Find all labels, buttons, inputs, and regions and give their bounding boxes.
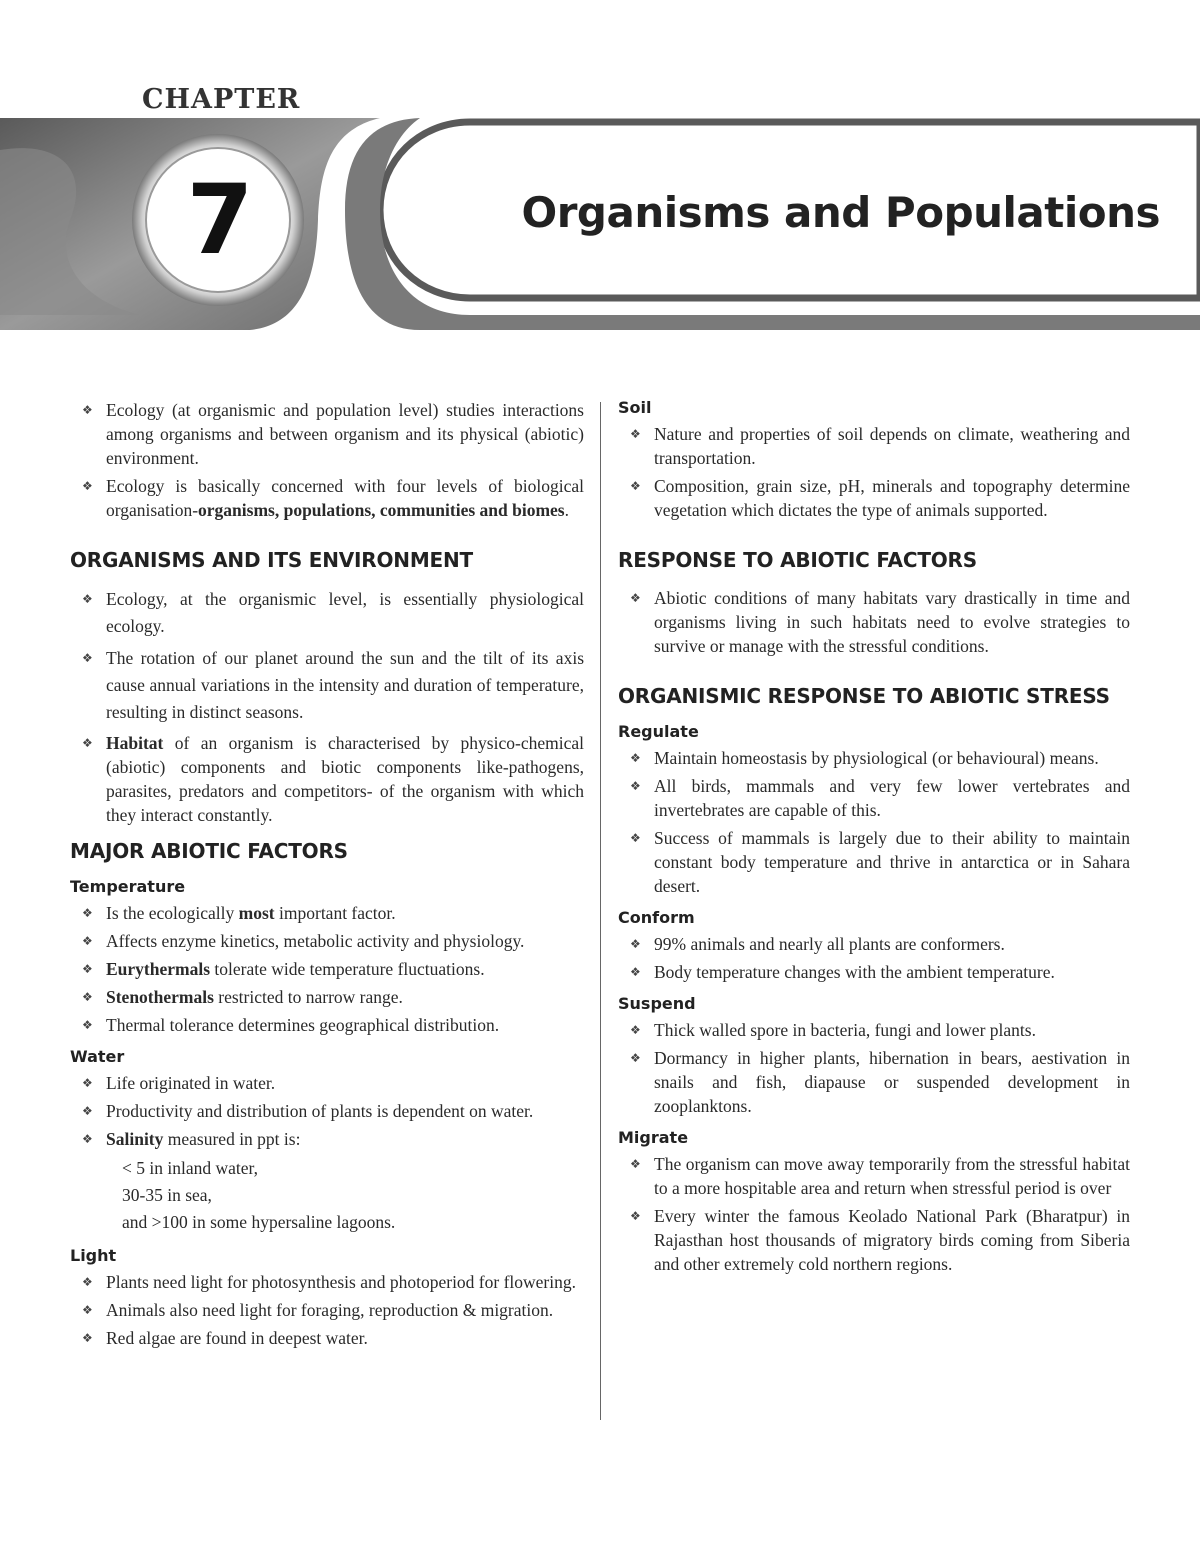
chapter-label: CHAPTER bbox=[142, 84, 301, 115]
list-item: ❖ Is the ecologically most important factor. bbox=[82, 903, 396, 923]
bullet-icon: ❖ bbox=[82, 906, 93, 920]
left-column bbox=[70, 398, 584, 1354]
bullet-icon: ❖ bbox=[82, 1275, 93, 1289]
list-item: ❖ Thick walled spore in bacteria, fungi and lower plants. bbox=[630, 1020, 1036, 1040]
list-item: ❖ Maintain homeostasis by physiological (or behavioural) means. bbox=[630, 748, 1099, 768]
light-list bbox=[70, 1270, 584, 1350]
suspend-list bbox=[618, 1018, 1130, 1118]
subsection-heading: Temperature bbox=[70, 877, 186, 896]
subsection-heading: Conform bbox=[618, 908, 695, 927]
regulate-list bbox=[618, 746, 1130, 898]
salinity-line: 30-35 in sea, bbox=[122, 1185, 212, 1205]
list-item: ❖ Affects enzyme kinetics, metabolic activity and physiology. bbox=[82, 931, 525, 951]
bullet-icon: ❖ bbox=[630, 479, 641, 493]
bullet-icon: ❖ bbox=[630, 831, 641, 845]
chapter-number: 7 bbox=[186, 164, 254, 276]
bullet-icon: ❖ bbox=[82, 736, 93, 750]
conform-list bbox=[618, 932, 1130, 984]
right-column bbox=[618, 398, 1130, 1280]
section-heading: RESPONSE TO ABIOTIC FACTORS bbox=[618, 548, 977, 572]
bullet-icon: ❖ bbox=[82, 1303, 93, 1317]
bullet-icon: ❖ bbox=[82, 592, 93, 606]
bullet-icon: ❖ bbox=[630, 965, 641, 979]
bullet-icon: ❖ bbox=[82, 962, 93, 976]
chapter-title: Organisms and Populations bbox=[521, 188, 1160, 237]
list-item: ❖ Nature and properties of soil depends on climate, weathering and transportation. bbox=[630, 424, 1130, 468]
list-item: ❖ Plants need light for photosynthesis and photoperiod for flowering. bbox=[82, 1272, 576, 1292]
list-item: ❖ Animals also need light for foraging, reproduction & migration. bbox=[82, 1300, 554, 1320]
bullet-icon: ❖ bbox=[630, 751, 641, 765]
bullet-icon: ❖ bbox=[630, 1209, 641, 1223]
section-heading: ORGANISMIC RESPONSE TO ABIOTIC STRESS bbox=[618, 684, 1110, 708]
list-item: ❖ Abiotic conditions of many habitats vary drastically in time and organisms living in such habitats need to evolve strategies to survive or manage with the stressful conditions. bbox=[630, 588, 1130, 656]
list-item: ❖ Every winter the famous Keolado National Park (Bharatpur) in Rajasthan host thousands of migratory birds coming from Siberia and other extremely cold northern regions. bbox=[630, 1206, 1130, 1274]
list-item: ❖ 99% animals and nearly all plants are conformers. bbox=[630, 934, 1005, 954]
salinity-line: and >100 in some hypersaline lagoons. bbox=[122, 1212, 396, 1232]
list-item: ❖ Ecology (at organismic and population level) studies interactions among organisms and between organism and its physical (abiotic) environment. bbox=[82, 400, 584, 468]
list-item: ❖ Habitat of an organism is characterised by physico-chemical (abiotic) components and biotic components like-pathogens, parasites, predators and competitors- of the organism with which they interact constantly. bbox=[82, 733, 584, 825]
bullet-icon: ❖ bbox=[630, 1051, 641, 1065]
bullet-icon: ❖ bbox=[630, 427, 641, 441]
bullet-icon: ❖ bbox=[630, 1023, 641, 1037]
subsection-heading: Soil bbox=[618, 398, 652, 417]
bullet-icon: ❖ bbox=[82, 479, 93, 493]
list-item: ❖ Red algae are found in deepest water. bbox=[82, 1328, 368, 1348]
water-list bbox=[70, 1071, 584, 1151]
bullet-icon: ❖ bbox=[82, 934, 93, 948]
list-item: ❖ The organism can move away temporarily from the stressful habitat to a more hospitable area and return when stressful period is over bbox=[630, 1154, 1130, 1198]
subsection-heading: Water bbox=[70, 1047, 125, 1066]
subsection-heading: Migrate bbox=[618, 1128, 689, 1147]
list-item: ❖ Productivity and distribution of plants is dependent on water. bbox=[82, 1101, 534, 1121]
list-item: ❖ Body temperature changes with the ambient temperature. bbox=[630, 962, 1055, 982]
bullet-icon: ❖ bbox=[82, 403, 93, 417]
subsection-heading: Regulate bbox=[618, 722, 699, 741]
response-list bbox=[618, 586, 1130, 658]
migrate-list bbox=[618, 1152, 1130, 1276]
bullet-icon: ❖ bbox=[82, 1104, 93, 1118]
intro-list bbox=[70, 398, 584, 522]
bullet-icon: ❖ bbox=[82, 1018, 93, 1032]
bullet-icon: ❖ bbox=[82, 651, 93, 665]
bullet-icon: ❖ bbox=[82, 990, 93, 1004]
column-divider bbox=[600, 402, 601, 1420]
list-item: ❖ Eurythermals tolerate wide temperature fluctuations. bbox=[82, 959, 485, 979]
bullet-icon: ❖ bbox=[630, 591, 641, 605]
bullet-icon: ❖ bbox=[630, 779, 641, 793]
env-list bbox=[70, 586, 584, 827]
subsection-heading: Suspend bbox=[618, 994, 696, 1013]
list-item: ❖ Thermal tolerance determines geographical distribution. bbox=[82, 1015, 500, 1035]
soil-list bbox=[618, 422, 1130, 522]
list-item: ❖ Ecology, at the organismic level, is essentially physiological ecology. bbox=[70, 586, 584, 640]
bullet-icon: ❖ bbox=[82, 1076, 93, 1090]
subsection-heading: Light bbox=[70, 1246, 117, 1265]
bullet-icon: ❖ bbox=[630, 1157, 641, 1171]
list-item: ❖ Salinity measured in ppt is: bbox=[82, 1129, 301, 1149]
list-item: ❖ Ecology is basically concerned with four levels of biological organisation-organisms, populations, communities and biomes. bbox=[82, 476, 584, 520]
list-item: ❖ Success of mammals is largely due to their ability to maintain constant body temperature and thrive in antarctica or in Sahara desert. bbox=[630, 828, 1130, 896]
section-heading: MAJOR ABIOTIC FACTORS bbox=[70, 839, 348, 863]
list-item: ❖ The rotation of our planet around the sun and the tilt of its axis cause annual variations in the intensity and duration of temperature, resulting in distinct seasons. bbox=[70, 645, 584, 726]
list-item: ❖ Stenothermals restricted to narrow range. bbox=[82, 987, 403, 1007]
section-heading: ORGANISMS AND ITS ENVIRONMENT bbox=[70, 548, 473, 572]
list-item: ❖ Life originated in water. bbox=[82, 1073, 276, 1093]
list-item: ❖ Composition, grain size, pH, minerals and topography determine vegetation which dictates the type of animals supported. bbox=[630, 476, 1130, 520]
bullet-icon: ❖ bbox=[82, 1132, 93, 1146]
list-item: ❖ All birds, mammals and very few lower vertebrates and invertebrates are capable of this. bbox=[630, 776, 1130, 820]
salinity-line: < 5 in inland water, bbox=[122, 1158, 259, 1178]
temperature-list bbox=[70, 901, 584, 1037]
bullet-icon: ❖ bbox=[630, 937, 641, 951]
bullet-icon: ❖ bbox=[82, 1331, 93, 1345]
list-item: ❖ Dormancy in higher plants, hibernation in bears, aestivation in snails and fish, diapause or suspended development in zooplanktons. bbox=[630, 1048, 1130, 1116]
